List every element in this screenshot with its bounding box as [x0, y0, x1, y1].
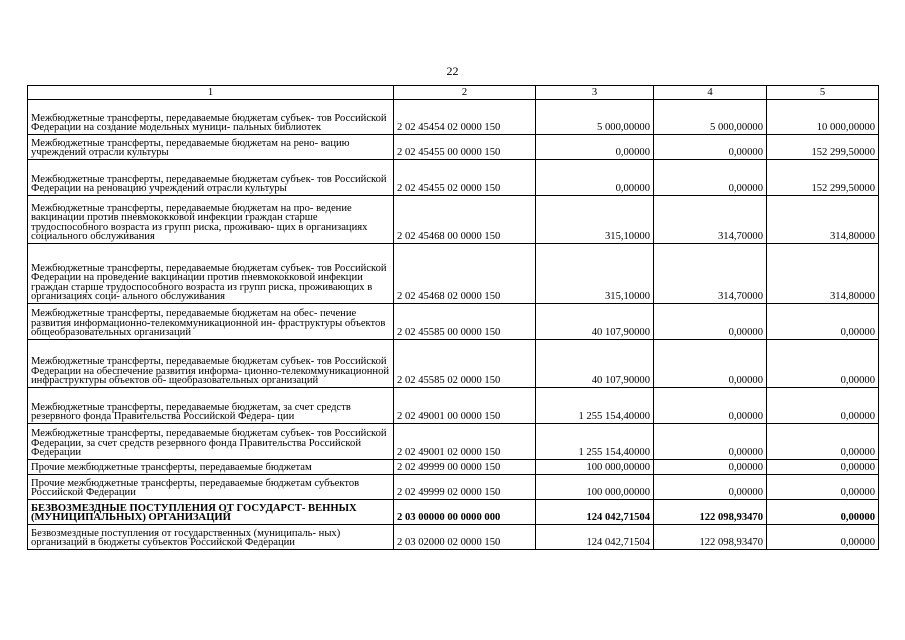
column-header-4: 4 — [654, 86, 767, 100]
row-value-col5-cell: 152 299,50000 — [767, 160, 879, 196]
column-header-2: 2 — [394, 86, 536, 100]
table-row — [28, 475, 879, 500]
table-row — [28, 196, 879, 244]
row-value-col5-cell: 0,00000 — [767, 525, 879, 550]
row-code-cell: 2 02 49001 00 0000 150 — [394, 388, 536, 424]
row-name-cell: БЕЗВОЗМЕЗДНЫЕ ПОСТУПЛЕНИЯ ОТ ГОСУДАРСТ- ВЕННЫХ (МУНИЦИПАЛЬНЫХ) ОРГАНИЗАЦИЙ — [28, 500, 394, 525]
row-value-col3-cell: 0,00000 — [536, 160, 654, 196]
row-value-col3-cell: 315,10000 — [536, 244, 654, 304]
table-row — [28, 160, 879, 196]
table-row — [28, 304, 879, 340]
row-value-col3-cell: 124 042,71504 — [536, 500, 654, 525]
row-value-col4-cell: 314,70000 — [654, 196, 767, 244]
row-value-col5-cell: 314,80000 — [767, 244, 879, 304]
row-value-col5-cell: 10 000,00000 — [767, 100, 879, 135]
row-code-cell: 2 02 45585 02 0000 150 — [394, 340, 536, 388]
row-value-col5-cell: 0,00000 — [767, 388, 879, 424]
row-name-cell: Межбюджетные трансферты, передаваемые бюджетам на про- ведение вакцинации против пневмококковой инфекции граждан старше трудоспособного возраста из групп риска, проживаю- щих в организациях социального обслуживания — [28, 196, 394, 244]
table-row — [28, 424, 879, 460]
row-name-cell: Безвозмездные поступления от государственных (муниципаль- ных) организаций в бюджеты субъектов Российской Федерации — [28, 525, 394, 550]
row-value-col4-cell: 0,00000 — [654, 304, 767, 340]
row-name-cell: Межбюджетные трансферты, передаваемые бюджетам субъек- тов Российской Федерации на реновацию учреждений отрасли культуры — [28, 160, 394, 196]
row-name-cell: Межбюджетные трансферты, передаваемые бюджетам субъек- тов Российской Федерации, за счет средств резервного фонда Правительства Российской Федерации — [28, 424, 394, 460]
row-name-cell: Межбюджетные трансферты, передаваемые бюджетам, за счет средств резервного фонда Правительства Российской Федера- ции — [28, 388, 394, 424]
row-code-cell: 2 02 49001 02 0000 150 — [394, 424, 536, 460]
row-code-cell: 2 03 00000 00 0000 000 — [394, 500, 536, 525]
row-value-col3-cell: 124 042,71504 — [536, 525, 654, 550]
row-name-cell: Межбюджетные трансферты, передаваемые бюджетам на рено- вацию учреждений отрасли культуры — [28, 135, 394, 160]
row-value-col4-cell: 122 098,93470 — [654, 525, 767, 550]
row-code-cell: 2 02 45468 02 0000 150 — [394, 244, 536, 304]
row-code-cell: 2 02 45455 00 0000 150 — [394, 135, 536, 160]
row-value-col4-cell: 5 000,00000 — [654, 100, 767, 135]
table-header-row — [28, 86, 879, 100]
row-value-col5-cell: 0,00000 — [767, 304, 879, 340]
row-value-col5-cell: 152 299,50000 — [767, 135, 879, 160]
row-value-col5-cell: 0,00000 — [767, 424, 879, 460]
budget-revenue-table — [27, 85, 879, 550]
row-value-col3-cell: 1 255 154,40000 — [536, 388, 654, 424]
row-value-col5-cell: 314,80000 — [767, 196, 879, 244]
row-value-col4-cell: 122 098,93470 — [654, 500, 767, 525]
row-value-col4-cell: 0,00000 — [654, 160, 767, 196]
row-code-cell: 2 02 45585 00 0000 150 — [394, 304, 536, 340]
row-value-col3-cell: 100 000,00000 — [536, 460, 654, 475]
row-name-cell: Межбюджетные трансферты, передаваемые бюджетам субъек- тов Российской Федерации на создание модельных муници- пальных библиотек — [28, 100, 394, 135]
row-code-cell: 2 02 49999 02 0000 150 — [394, 475, 536, 500]
row-value-col3-cell: 40 107,90000 — [536, 340, 654, 388]
row-name-cell: Прочие межбюджетные трансферты, передаваемые бюджетам — [28, 460, 394, 475]
row-code-cell: 2 02 45454 02 0000 150 — [394, 100, 536, 135]
row-name-cell: Межбюджетные трансферты, передаваемые бюджетам субъек- тов Российской Федерации на обеспечение развития информа- ционно-телекоммуникационной инфраструктуры объектов об- щеобразовательных организаций — [28, 340, 394, 388]
row-value-col3-cell: 0,00000 — [536, 135, 654, 160]
row-value-col3-cell: 5 000,00000 — [536, 100, 654, 135]
page-number: 22 — [446, 64, 459, 78]
row-value-col4-cell: 0,00000 — [654, 424, 767, 460]
row-value-col4-cell: 0,00000 — [654, 460, 767, 475]
column-header-5: 5 — [767, 86, 879, 100]
row-value-col3-cell: 40 107,90000 — [536, 304, 654, 340]
table-body — [28, 100, 879, 550]
row-value-col3-cell: 315,10000 — [536, 196, 654, 244]
table-row — [28, 340, 879, 388]
table-row — [28, 460, 879, 475]
column-header-3: 3 — [536, 86, 654, 100]
table-row — [28, 135, 879, 160]
table-row — [28, 388, 879, 424]
table-row — [28, 500, 879, 525]
row-value-col3-cell: 100 000,00000 — [536, 475, 654, 500]
row-code-cell: 2 03 02000 02 0000 150 — [394, 525, 536, 550]
row-code-cell: 2 02 45455 02 0000 150 — [394, 160, 536, 196]
row-name-cell: Межбюджетные трансферты, передаваемые бюджетам на обес- печение развития информационно-телекоммуникационной ин- фраструктуры объектов общеобразовательных организаций — [28, 304, 394, 340]
row-value-col4-cell: 0,00000 — [654, 135, 767, 160]
row-value-col5-cell: 0,00000 — [767, 475, 879, 500]
row-value-col4-cell: 0,00000 — [654, 475, 767, 500]
table-row — [28, 244, 879, 304]
row-name-cell: Прочие межбюджетные трансферты, передаваемые бюджетам субъектов Российской Федерации — [28, 475, 394, 500]
row-value-col5-cell: 0,00000 — [767, 460, 879, 475]
row-name-cell: Межбюджетные трансферты, передаваемые бюджетам субъек- тов Российской Федерации на проведение вакцинации против пневмококковой инфекции граждан старше трудоспособного возраста из групп риска, проживающих в организациях соци- ального обслуживания — [28, 244, 394, 304]
row-value-col5-cell: 0,00000 — [767, 340, 879, 388]
row-value-col4-cell: 314,70000 — [654, 244, 767, 304]
row-code-cell: 2 02 45468 00 0000 150 — [394, 196, 536, 244]
table-row — [28, 525, 879, 550]
row-code-cell: 2 02 49999 00 0000 150 — [394, 460, 536, 475]
row-value-col3-cell: 1 255 154,40000 — [536, 424, 654, 460]
table-row — [28, 100, 879, 135]
row-value-col4-cell: 0,00000 — [654, 388, 767, 424]
row-value-col5-cell: 0,00000 — [767, 500, 879, 525]
row-value-col4-cell: 0,00000 — [654, 340, 767, 388]
column-header-1: 1 — [28, 86, 394, 100]
